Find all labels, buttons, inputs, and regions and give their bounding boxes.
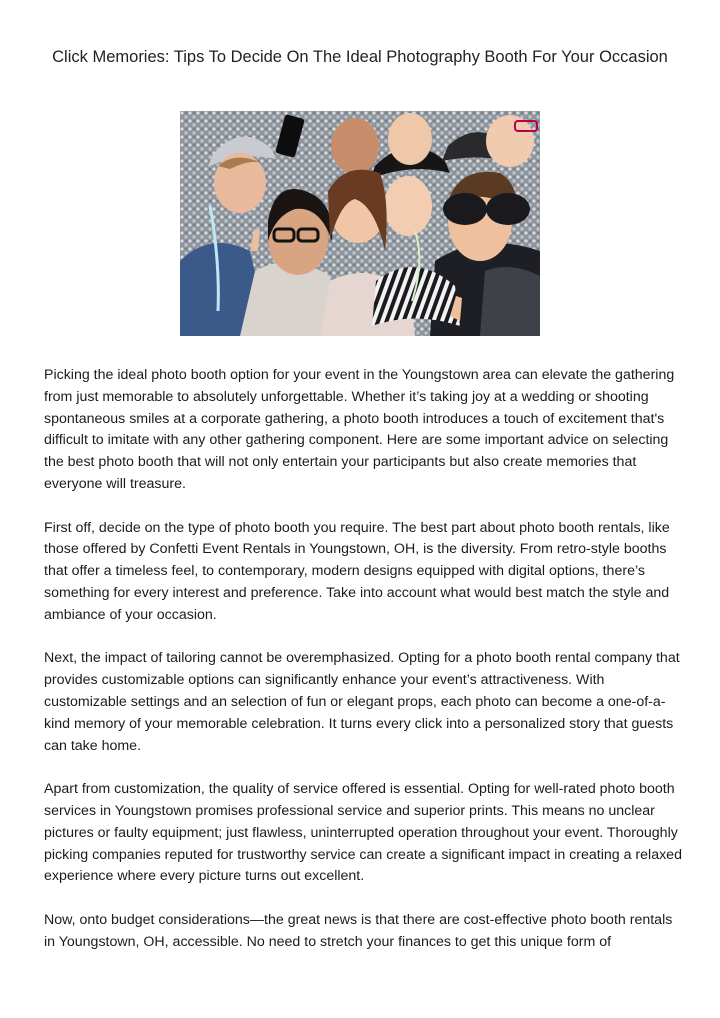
paragraph: Now, onto budget considerations—the great news is that there are cost-effective photo booth rentals in Youngstown, OH, accessible. No need to stretch your finances to get this unique form of bbox=[44, 911, 673, 950]
paragraph: First off, decide on the type of photo booth you require. The best part about photo booth rentals, like those offered by Confetti Event Rentals in Youngstown, OH, is the diversity. From retro-style booths that offer a timeless feel, to contemporary, modern designs equipped with digital options, there’s something for every interest and preference. Take into account what would best match the style and ambiance of your occasion. bbox=[44, 519, 670, 623]
document-title: Click Memories: Tips To Decide On The Ideal Photography Booth For Your Occasion bbox=[52, 48, 668, 66]
paragraph: Picking the ideal photo booth option for your event in the Youngstown area can elevate the gathering from just memorable to absolutely unforgettable. Whether it’s taking joy at a wedding or shooting spontaneous smiles at a corporate gathering, a photo booth introduces a touch of excitement that's difficult to imitate with any other gathering component. Here are some important advice on selecting the best photo booth that will not only entertain your participants but also create memories that everyone will treasure. bbox=[44, 367, 675, 492]
paragraph: Apart from customization, the quality of service offered is essential. Opting for well-rated photo booth services in Youngstown promises professional service and superior prints. This means no unclear pictures or faulty equipment; just flawless, uninterrupted operation throughout your event. Thoroughly picking companies reputed for trustworthy service can create a significant impact in creating a relaxed experience where every picture turns out excellent. bbox=[44, 781, 682, 885]
paragraph: Next, the impact of tailoring cannot be overemphasized. Opting for a photo booth rental company that provides customizable options can significantly enhance your event’s attractiveness. With customizable settings and an selection of fun or elegant props, each photo can become a one-of-a-kind memory of your memorable celebration. It turns every click into a personalized story that guests can take home. bbox=[44, 650, 680, 754]
article-body bbox=[44, 365, 684, 975]
photo-booth-image bbox=[180, 111, 540, 336]
